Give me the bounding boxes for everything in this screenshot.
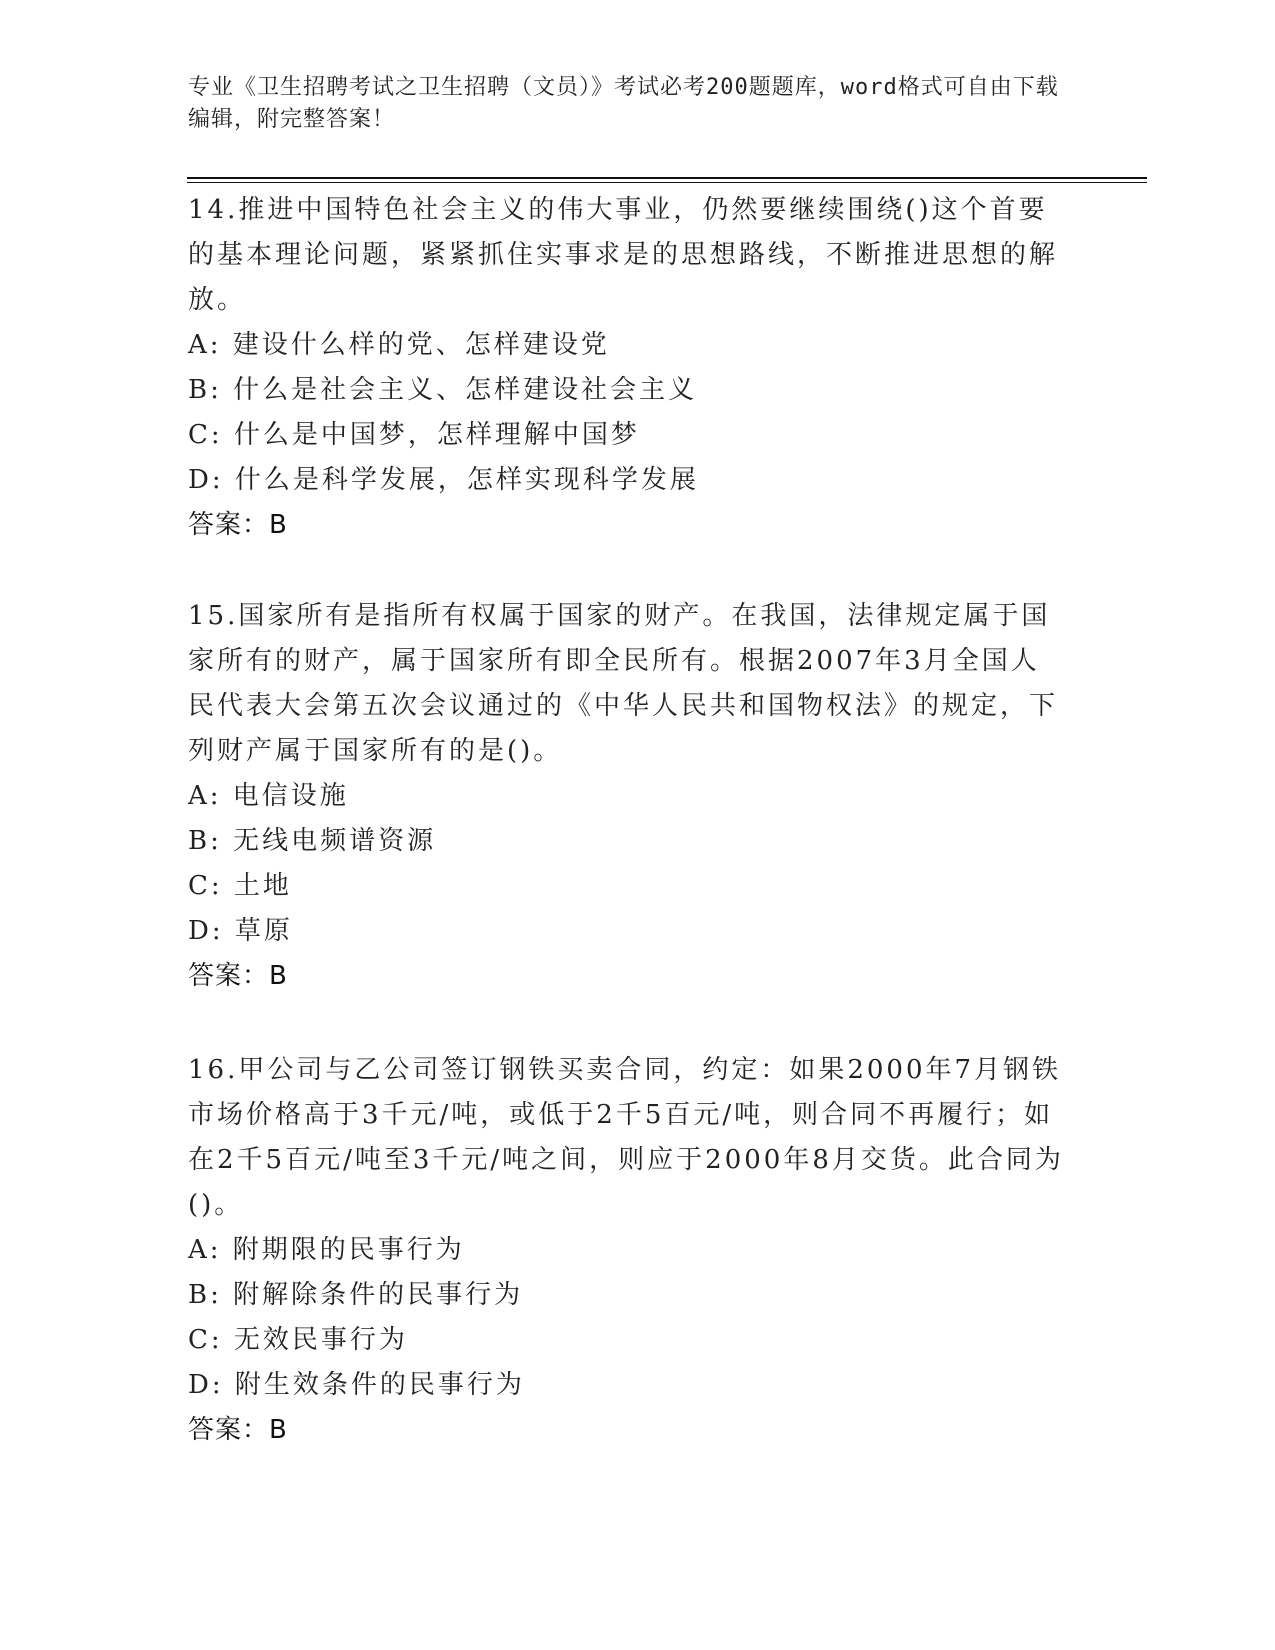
option-a: A: 电信设施 <box>188 781 349 811</box>
option-b: B: 无线电频谱资源 <box>188 826 437 856</box>
option-b: B: 什么是社会主义、怎样建设社会主义 <box>188 375 698 405</box>
document-header: 专业《卫生招聘考试之卫生招聘（文员）》考试必考200题题库，word格式可自由下载编辑，附完整答案！ <box>188 75 1059 132</box>
answer: 答案：B <box>188 1415 288 1445</box>
option-c: C: 无效民事行为 <box>188 1325 408 1355</box>
header-divider-thick <box>187 177 1147 179</box>
option-a: A: 建设什么样的党、怎样建设党 <box>188 330 610 360</box>
header-divider-thin <box>187 182 1147 183</box>
option-d: D: 草原 <box>188 916 293 946</box>
answer: 答案：B <box>188 510 288 540</box>
question-16 <box>188 1048 1068 1453</box>
option-c: C: 土地 <box>188 871 292 901</box>
option-c: C: 什么是中国梦，怎样理解中国梦 <box>188 420 640 450</box>
option-b: B: 附解除条件的民事行为 <box>188 1280 524 1310</box>
question-stem: 15.国家所有是指所有权属于国家的财产。在我国，法律规定属于国家所有的财产，属于国家所有即全民所有。根据2007年3月全国人民代表大会第五次会议通过的《中华人民共和国物权法》的规定，下列财产属于国家所有的是()。 <box>188 601 1059 766</box>
question-stem: 14.推进中国特色社会主义的伟大事业，仍然要继续围绕()这个首要的基本理论问题，紧紧抓住实事求是的思想路线，不断推进思想的解放。 <box>188 195 1059 315</box>
question-stem: 16.甲公司与乙公司签订钢铁买卖合同，约定：如果2000年7月钢铁市场价格高于3千元/吨，或低于2千5百元/吨，则合同不再履行；如在2千5百元/吨至3千元/吨之间，则应于2000年8月交货。此合同为()。 <box>188 1055 1064 1220</box>
answer: 答案：B <box>188 961 288 991</box>
question-14 <box>188 188 1068 548</box>
option-a: A: 附期限的民事行为 <box>188 1235 465 1265</box>
question-15 <box>188 594 1068 999</box>
option-d: D: 什么是科学发展，怎样实现科学发展 <box>188 465 699 495</box>
option-d: D: 附生效条件的民事行为 <box>188 1370 525 1400</box>
